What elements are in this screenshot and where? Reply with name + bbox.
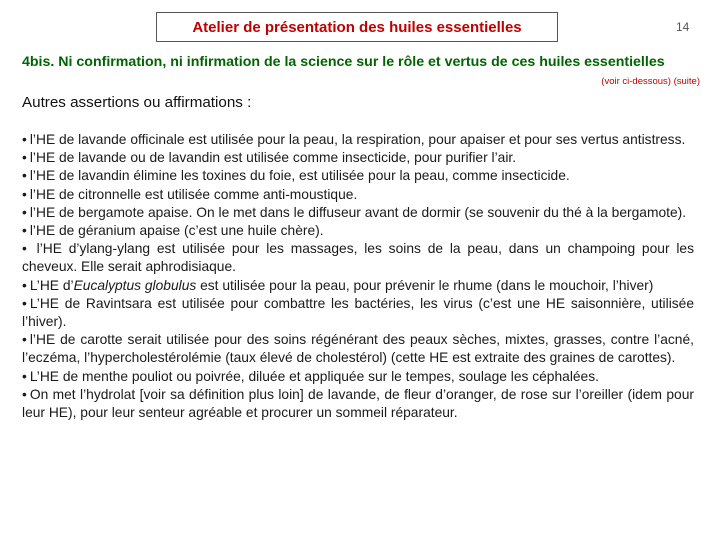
list-item xyxy=(22,131,694,149)
list-item xyxy=(22,386,694,422)
list-item xyxy=(22,149,694,167)
list-item-text-suffix: est utilisée pour la peau, pour prévenir le rhume (dans le mouchoir, l’hiver) xyxy=(196,277,654,293)
bullet-icon: • xyxy=(22,277,27,293)
list-item-text: l’HE de carotte serait utilisée pour des soins régénérant des peaux sèches, mixtes, grasses, contre l’acné, l’eczéma, l’hypercholestérolémie (taux élevé de cholestérol) (cette HE est extraite des graines de carottes). xyxy=(22,332,694,366)
species-name: Eucalyptus globulus xyxy=(73,277,197,293)
list-item xyxy=(22,277,694,295)
assertions-list xyxy=(22,131,694,422)
bullet-icon: • xyxy=(22,241,27,257)
see-below-note: (voir ci-dessous) (suite) xyxy=(601,76,700,87)
list-item-text: l’HE de lavandin élimine les toxines du foie, est utilisée pour la peau, comme insecticide. xyxy=(29,168,570,184)
list-item-text: L’HE de Ravintsara est utilisée pour combattre les bactéries, les virus (c’est une HE saisonnière, utilisée l’hiver). xyxy=(22,295,694,330)
bullet-icon: • xyxy=(22,168,27,184)
list-item xyxy=(22,222,694,240)
list-item-text: l’HE d’ylang-ylang est utilisée pour les massages, les soins de la peau, dans un champoing pour les cheveux. Elle serait aphrodisiaque. xyxy=(22,241,694,275)
list-item-text: l’HE de bergamote apaise. On le met dans le diffuseur avant de dormir (se souvenir du thé à la bergamote). xyxy=(29,204,687,220)
list-item xyxy=(22,295,694,331)
list-item xyxy=(22,240,694,276)
bullet-icon: • xyxy=(22,295,27,311)
list-item-text: l’HE de citronnelle est utilisée comme anti-moustique. xyxy=(29,186,358,202)
list-item xyxy=(22,331,694,367)
list-item xyxy=(22,186,694,204)
page-number: 14 xyxy=(676,20,690,34)
bullet-icon: • xyxy=(22,223,27,239)
list-item xyxy=(22,368,694,386)
list-item-text: On met l’hydrolat [voir sa définition plus loin] de lavande, de fleur d’oranger, de rose sur l’oreiller (idem pour leur HE), pour leur senteur agréable et procurer un sommeil réparateur. xyxy=(22,386,694,421)
bullet-icon: • xyxy=(22,332,27,348)
bullet-icon: • xyxy=(22,186,27,202)
list-item xyxy=(22,167,694,185)
bullet-icon: • xyxy=(22,150,27,166)
section-heading: 4bis. Ni confirmation, ni infirmation de la science sur le rôle et vertus de ces huiles essentielles xyxy=(22,54,665,70)
list-item-text: L’HE de menthe pouliot ou poivrée, diluée et appliquée sur le tempes, soulage les céphalées. xyxy=(29,368,599,384)
bullet-icon: • xyxy=(22,368,27,384)
list-item-text: l’HE de géranium apaise (c’est une huile chère). xyxy=(29,223,324,239)
list-item-text-prefix: L’HE d’ xyxy=(29,277,74,293)
list-item-text: l’HE de lavande ou de lavandin est utilisée comme insecticide, pour purifier l’air. xyxy=(29,150,517,166)
bullet-icon: • xyxy=(22,204,27,220)
list-item xyxy=(22,204,694,222)
subheading: Autres assertions ou affirmations : xyxy=(22,94,252,111)
list-item-text: l’HE de lavande officinale est utilisée pour la peau, la respiration, pour apaiser et pour ses vertus antistress. xyxy=(29,132,686,147)
bullet-icon: • xyxy=(22,386,27,402)
slide-title: Atelier de présentation des huiles essentielles xyxy=(192,18,522,36)
bullet-icon: • xyxy=(22,132,27,147)
slide-title-box xyxy=(156,12,558,42)
